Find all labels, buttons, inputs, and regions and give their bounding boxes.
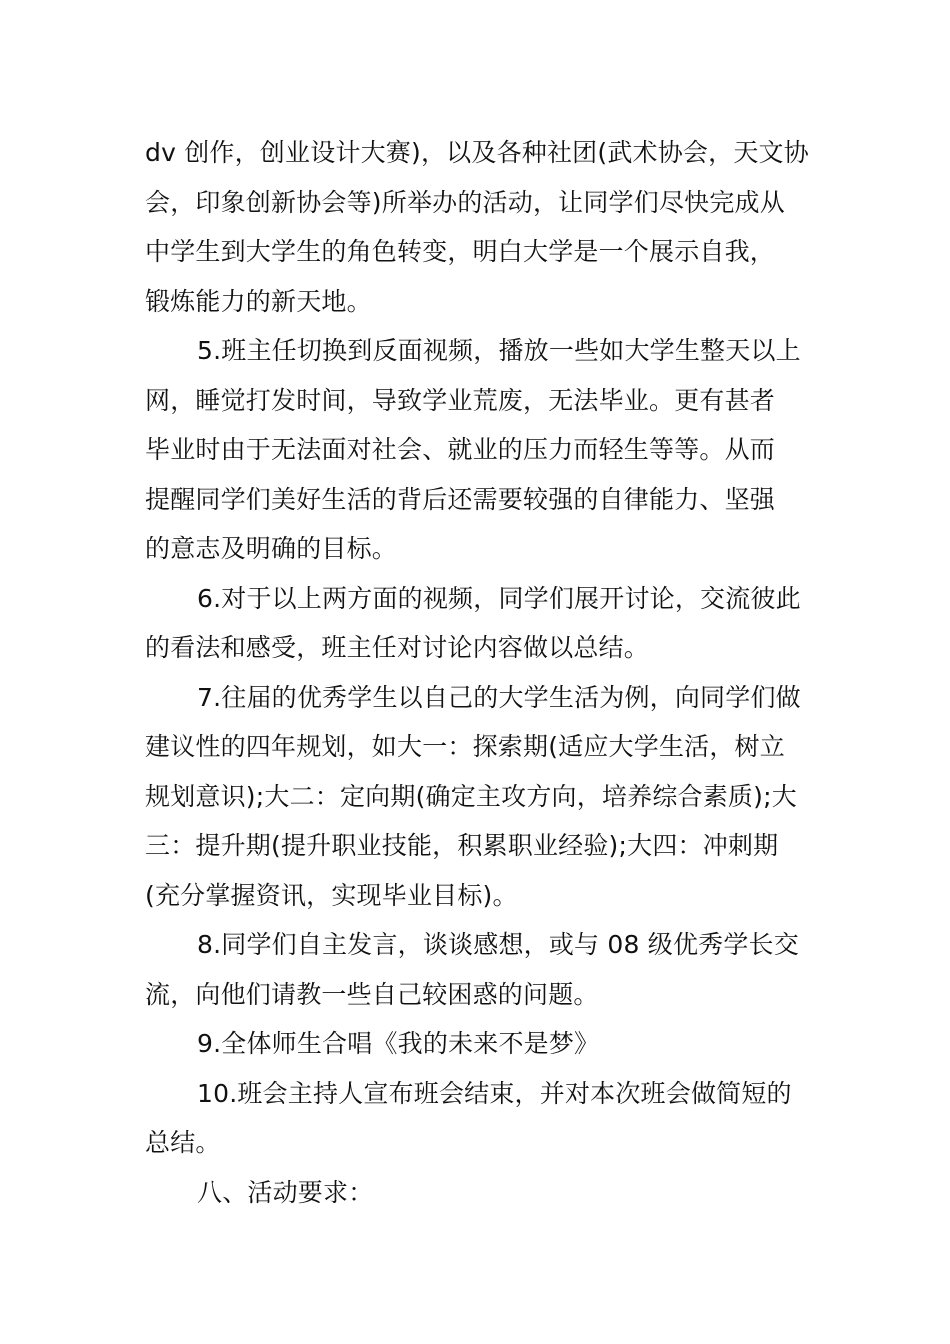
- paragraph-activities-continued: [145, 128, 810, 326]
- text-line: 规划意识);大二：定向期(确定主攻方向，培养综合素质);大: [145, 781, 797, 811]
- text-line: 锻炼能力的新天地。: [145, 286, 372, 316]
- section-heading-requirements: [145, 1168, 810, 1218]
- text-line: 10.班会主持人宣布班会结束，并对本次班会做简短的: [197, 1078, 792, 1108]
- document-page: [145, 128, 810, 1217]
- text-line: 总结。: [145, 1128, 221, 1157]
- text-line: 8.同学们自主发言，谈谈感想，或与 08 级优秀学长交: [197, 930, 799, 959]
- paragraph-step-7: [145, 673, 810, 921]
- text-line: 6.对于以上两方面的视频，同学们展开讨论，交流彼此: [197, 583, 801, 613]
- paragraph-step-9: [145, 1019, 810, 1069]
- paragraph-step-8: [145, 920, 810, 1019]
- text-line: 毕业时由于无法面对社会、就业的压力而轻生等等。从而: [145, 435, 776, 464]
- text-line: 的意志及明确的目标。: [145, 534, 398, 563]
- text-line: 建议性的四年规划，如大一：探索期(适应大学生活，树立: [145, 732, 785, 761]
- text-line: 5.班主任切换到反面视频，播放一些如大学生整天以上: [197, 336, 801, 365]
- text-line: 的看法和感受，班主任对讨论内容做以总结。: [145, 633, 650, 662]
- paragraph-step-6: [145, 574, 810, 673]
- paragraph-step-5: [145, 326, 810, 574]
- text-line: 7.往届的优秀学生以自己的大学生活为例，向同学们做: [197, 682, 801, 712]
- text-line: 三：提升期(提升职业技能，积累职业经验);大四：冲刺期: [145, 831, 779, 860]
- text-line: 中学生到大学生的角色转变，明白大学是一个展示自我，: [145, 237, 776, 266]
- paragraph-step-10: [145, 1069, 810, 1168]
- text-line: 八、活动要求：: [197, 1177, 374, 1207]
- text-line: (充分掌握资讯，实现毕业目标)。: [145, 880, 518, 910]
- text-line: 网，睡觉打发时间，导致学业荒废，无法毕业。更有甚者: [145, 385, 776, 415]
- text-line: 流，向他们请教一些自己较困惑的问题。: [145, 979, 599, 1009]
- text-line: dv 创作，创业设计大赛)，以及各种社团(武术协会，天文协: [145, 138, 809, 167]
- text-line: 9.全体师生合唱《我的未来不是梦》: [197, 1029, 600, 1058]
- text-line: 提醒同学们美好生活的背后还需要较强的自律能力、坚强: [145, 484, 776, 514]
- text-line: 会，印象创新协会等)所举办的活动，让同学们尽快完成从: [145, 187, 785, 217]
